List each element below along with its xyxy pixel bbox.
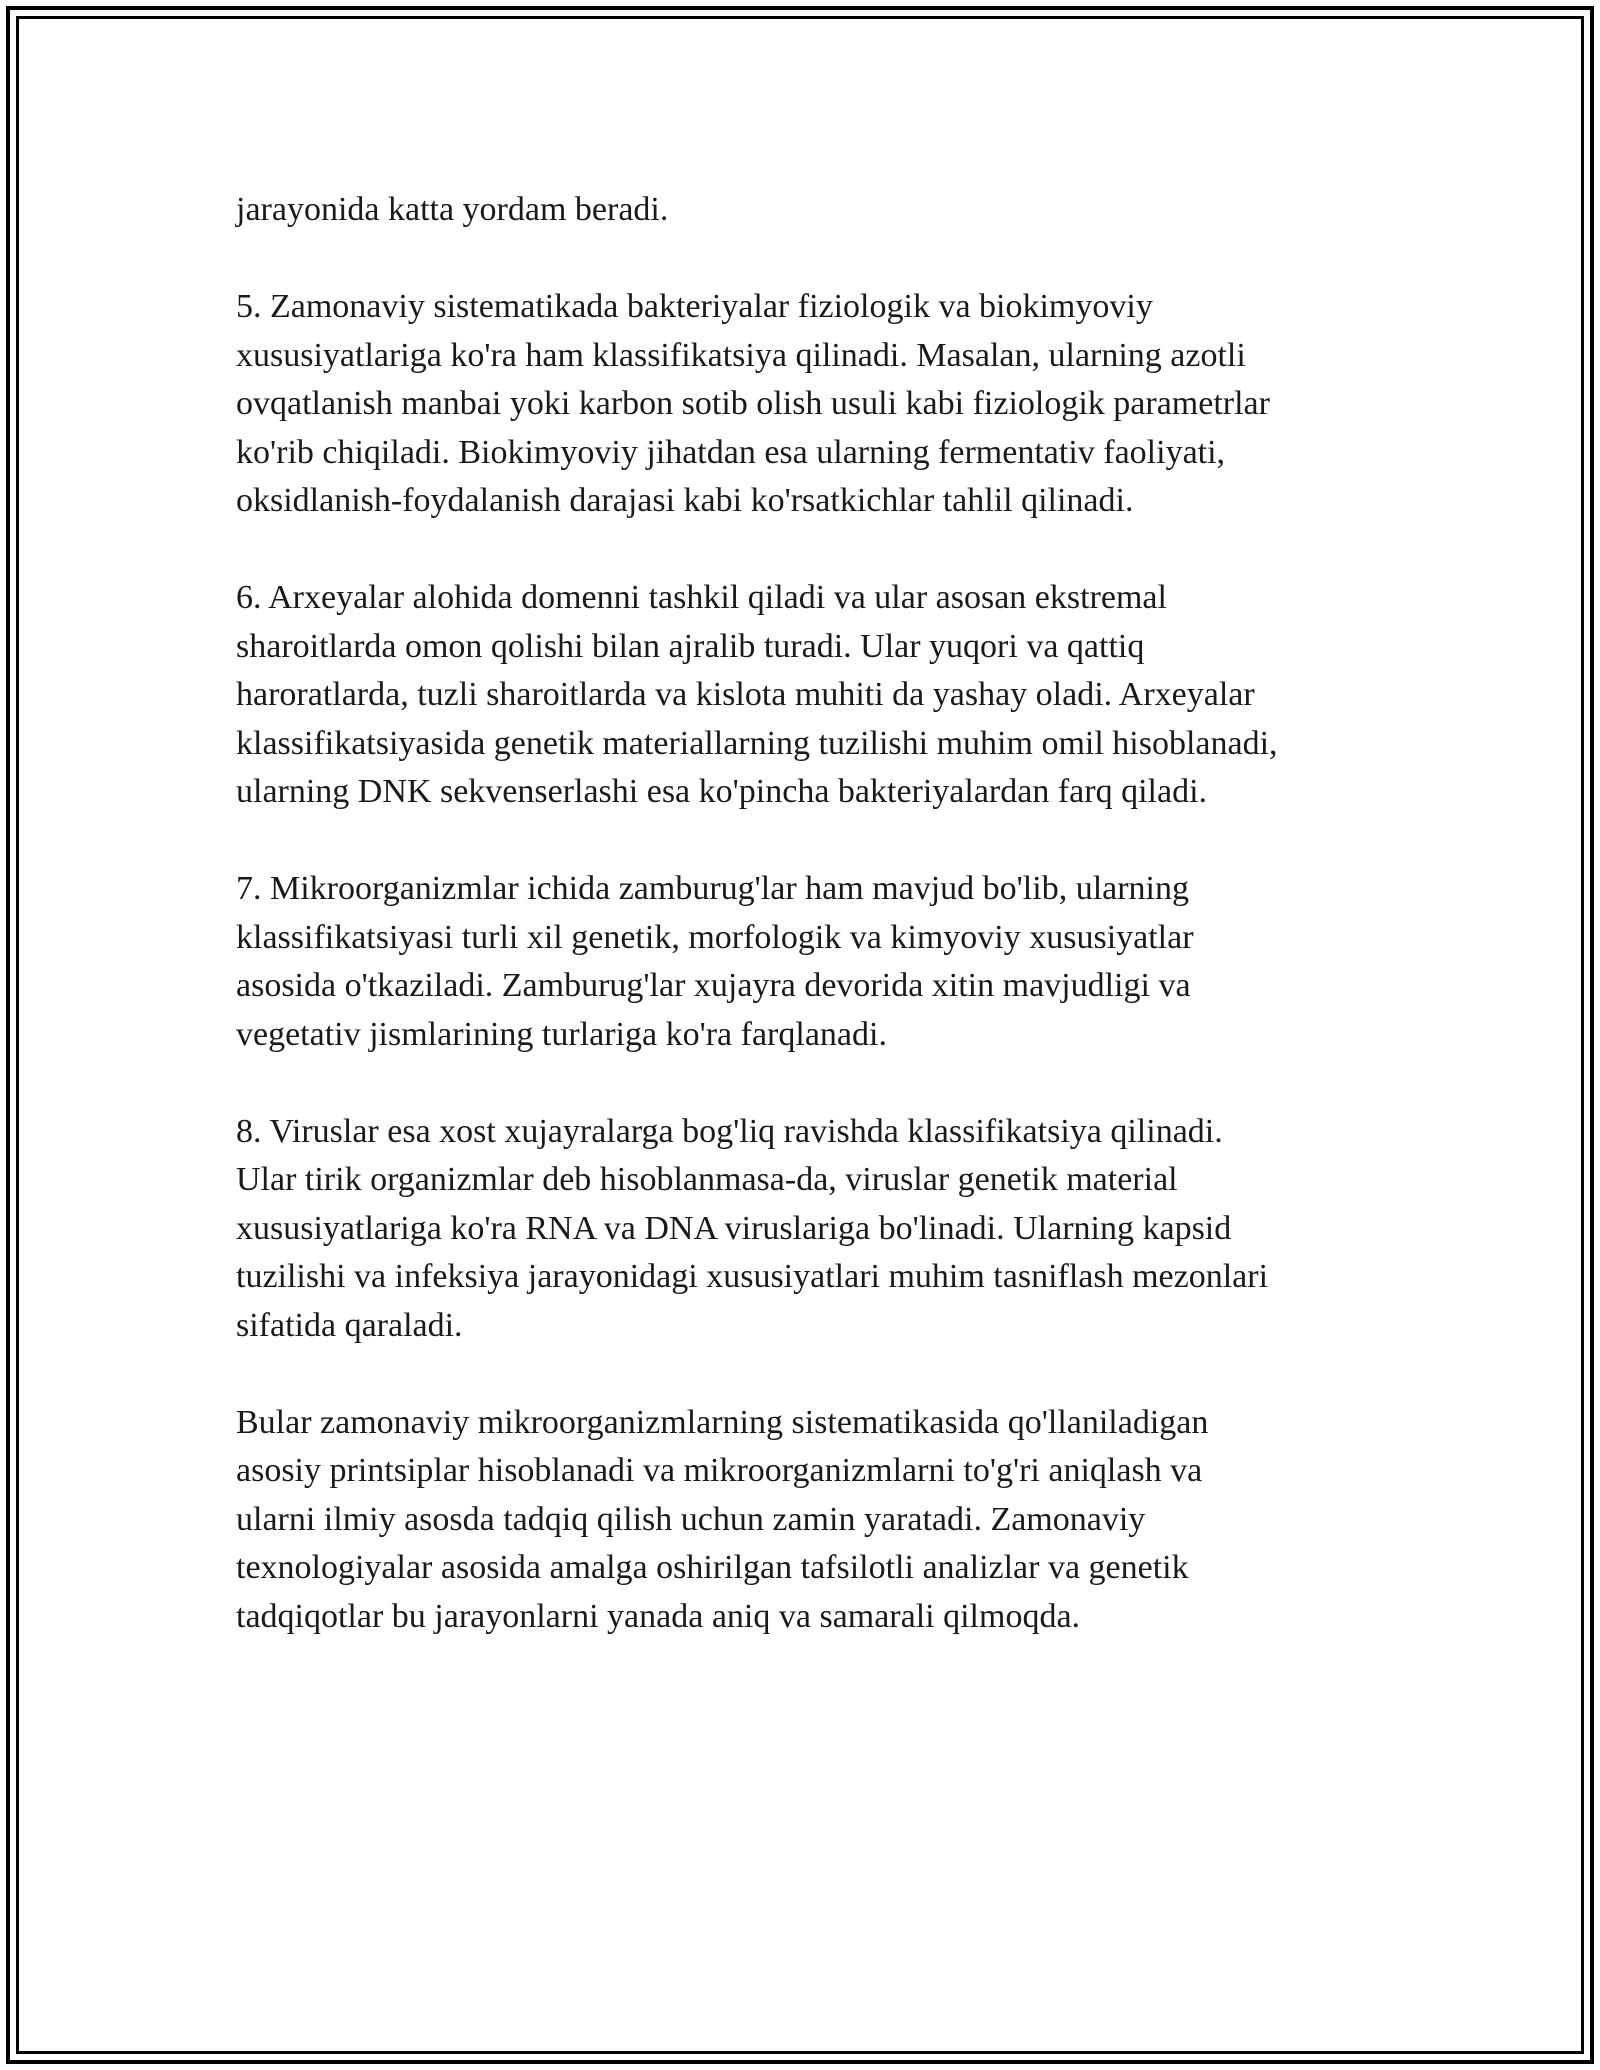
paragraph-continuation: jarayonida katta yordam beradi.	[236, 191, 669, 228]
paragraph-item-8: 8. Viruslar esa xost xujayralarga bog'liq ravishda klassifikatsiya qilinadi. Ular tirik organizmlar deb hisoblanmasa-da, viruslar genetik material xususiyatlariga ko'ra RNA va DNA viruslariga bo'linadi. Ularning kapsid tuzilishi va infeksiya jarayonidagi xususiyatlari muhim tasniflash mezonlari sifatida qaraladi.	[236, 1112, 1269, 1344]
paragraph-item-7: 7. Mikroorganizmlar ichida zamburug'lar ham mavjud bo'lib, ularning klassifikatsiyasi turli xil genetik, morfologik va kimyoviy xususiyatlar asosida o'tkaziladi. Zamburug'lar xujayra devorida xitin mavjudligi va vegetativ jismlarining turlariga ko'ra farqlanadi.	[236, 870, 1194, 1053]
paragraph-conclusion: Bular zamonaviy mikroorganizmlarning sistematikasida qo'llaniladigan asosiy printsiplar hisoblanadi va mikroorganizmlarni to'g'ri aniqlash va ularni ilmiy asosda tadqiq qilish uchun zamin yaratadi. Zamonaviy texnologiyalar asosida amalga oshirilgan tafsilotli analizlar va genetik tadqiqotlar bu jarayonlarni yanada aniq va samarali qilmoqda.	[236, 1403, 1209, 1635]
paragraph-item-6: 6. Arxeyalar alohida domenni tashkil qiladi va ular asosan ekstremal sharoitlarda omon qolishi bilan ajralib turadi. Ular yuqori va qattiq haroratlarda, tuzli sharoitlarda va kislota muhiti da yashay oladi. Arxeyalar klassifikatsiyasida genetik materiallarning tuzilishi muhim omil hisoblanadi, ularning DNK sekvenserlashi esa ko'pincha bakteriyalardan farq qiladi.	[236, 579, 1278, 810]
document-body	[236, 186, 1366, 1690]
paragraph-item-5: 5. Zamonaviy sistematikada bakteriyalar fiziologik va biokimyoviy xususiyatlariga ko'ra ham klassifikatsiya qilinadi. Masalan, ularning azotli ovqatlanish manbai yoki karbon sotib olish usuli kabi fiziologik parametrlar ko'rib chiqiladi. Biokimyoviy jihatdan esa ularning fermentativ faoliyati, oksidlanish-foydalanish darajasi kabi ko'rsatkichlar tahlil qilinadi.	[236, 288, 1270, 519]
